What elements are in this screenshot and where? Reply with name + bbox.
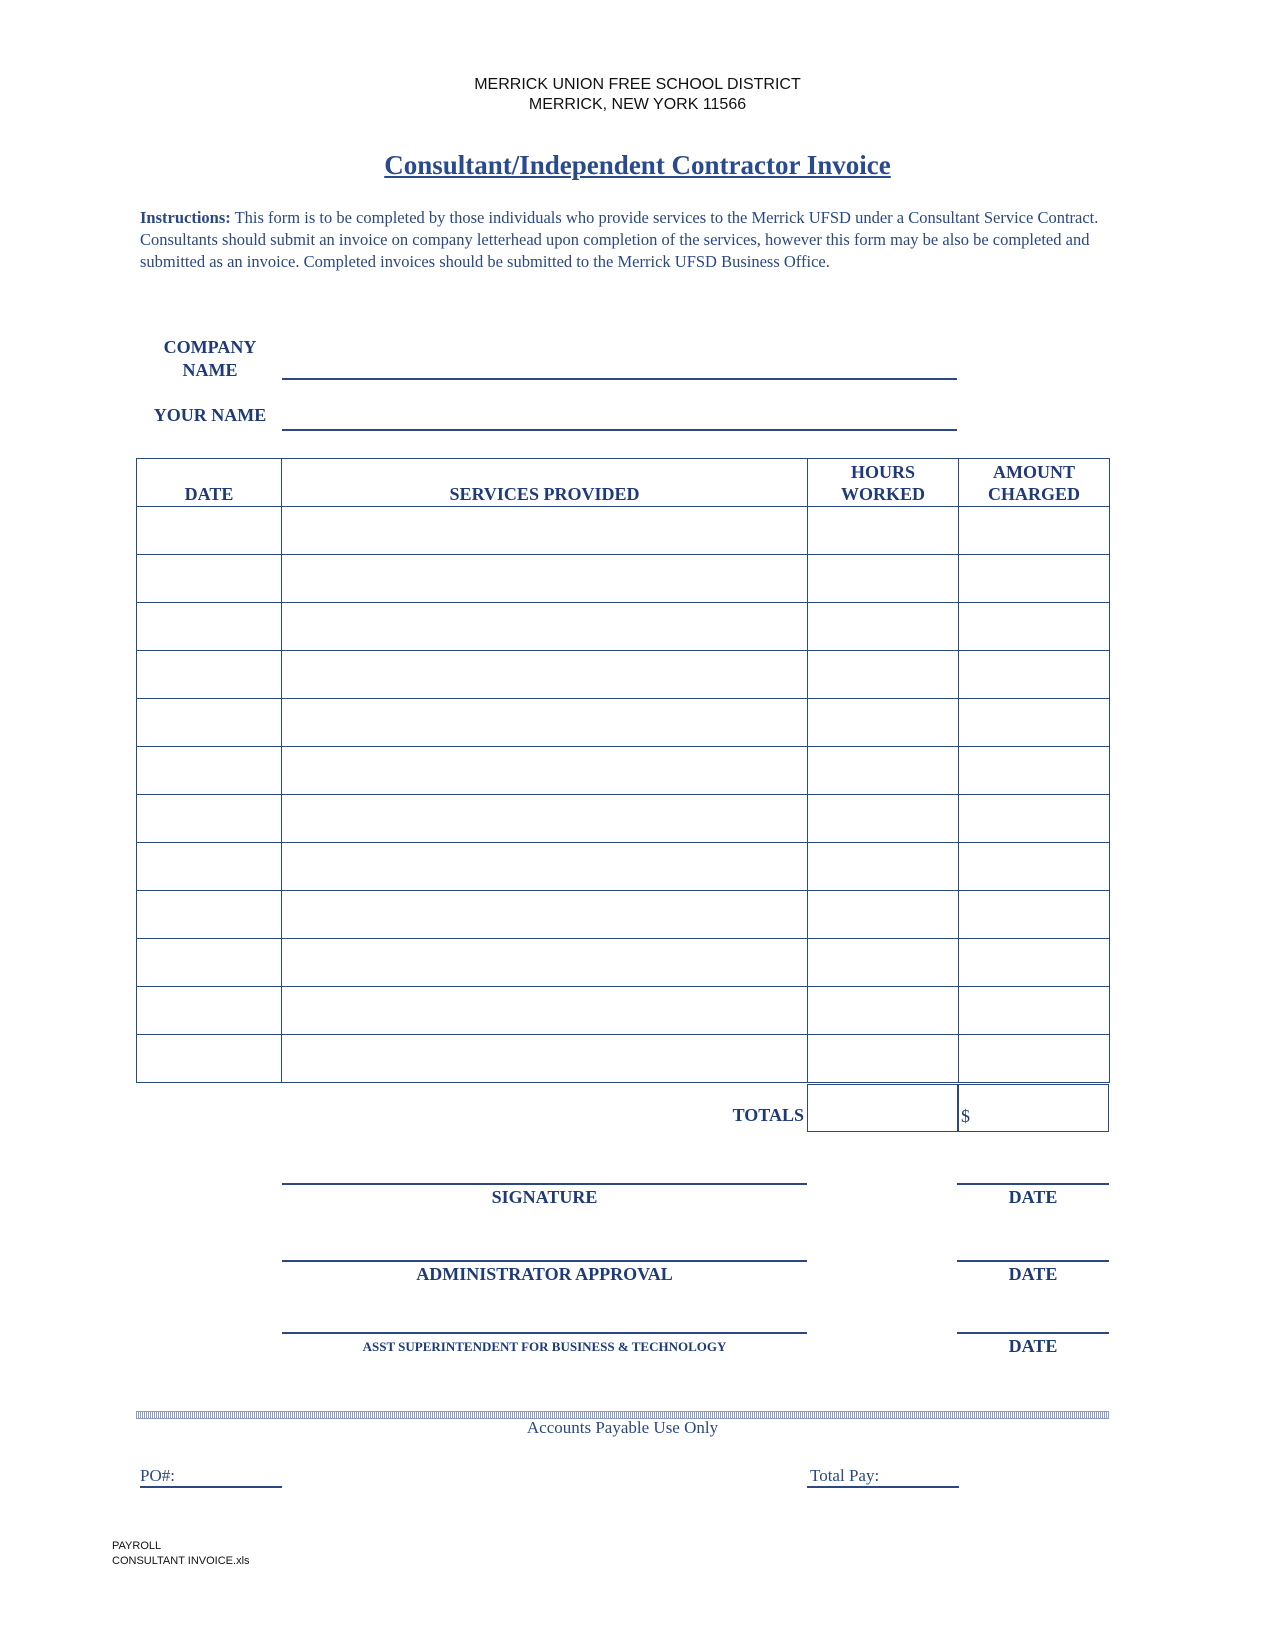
- date-cell[interactable]: [137, 843, 282, 891]
- hours-cell[interactable]: [808, 603, 959, 651]
- total-pay-field[interactable]: [807, 1486, 959, 1488]
- hours-cell[interactable]: [808, 699, 959, 747]
- table-body: [137, 507, 1110, 1083]
- table-row: [137, 699, 1110, 747]
- date-cell[interactable]: [137, 795, 282, 843]
- company-name-label-line2: NAME: [182, 360, 238, 380]
- table-row: [137, 987, 1110, 1035]
- amount-cell[interactable]: [959, 507, 1110, 555]
- company-name-label: [150, 336, 270, 382]
- amount-cell[interactable]: [959, 795, 1110, 843]
- date-cell[interactable]: [137, 603, 282, 651]
- signature-date-label: DATE: [1008, 1187, 1058, 1207]
- date-cell[interactable]: [137, 747, 282, 795]
- hours-cell[interactable]: [808, 891, 959, 939]
- signature-date-line[interactable]: [957, 1183, 1109, 1185]
- col-services-header: SERVICES PROVIDED: [282, 459, 808, 507]
- services-cell[interactable]: [282, 603, 808, 651]
- amount-cell[interactable]: [959, 603, 1110, 651]
- amount-cell[interactable]: [959, 555, 1110, 603]
- instructions: [140, 207, 1100, 273]
- table-row: [137, 507, 1110, 555]
- total-pay-label: Total Pay:: [810, 1466, 880, 1485]
- date-cell[interactable]: [137, 1035, 282, 1083]
- services-cell[interactable]: [282, 939, 808, 987]
- district-address: MERRICK, NEW YORK 11566: [528, 96, 747, 113]
- amount-cell[interactable]: [959, 891, 1110, 939]
- hours-cell[interactable]: [808, 1035, 959, 1083]
- asst-super-label: ASST SUPERINTENDENT FOR BUSINESS & TECHNOLOGY: [362, 1339, 727, 1354]
- table-header-row: [137, 459, 1110, 507]
- services-cell[interactable]: [282, 747, 808, 795]
- col-hours-line2: WORKED: [840, 484, 925, 504]
- hours-cell[interactable]: [808, 555, 959, 603]
- services-cell[interactable]: [282, 507, 808, 555]
- amount-cell[interactable]: [959, 987, 1110, 1035]
- services-cell[interactable]: [282, 795, 808, 843]
- instructions-text: This form is to be completed by those individuals who provide services to the Merrick UFSD under a Consultant Service Contract. Consultants should submit an invoice on company letterhead upon completion of the services, however this form may be also be completed and submitted as an invoice. Completed invoices should be submitted to the Merrick UFSD Business Office.: [140, 208, 1099, 271]
- table-row: [137, 843, 1110, 891]
- date-cell[interactable]: [137, 939, 282, 987]
- services-table: [136, 458, 1110, 1083]
- footer-line1: PAYROLL: [112, 1540, 162, 1552]
- table-row: [137, 1035, 1110, 1083]
- table-row: [137, 891, 1110, 939]
- services-cell[interactable]: [282, 555, 808, 603]
- totals-label: TOTALS: [732, 1105, 804, 1125]
- signature-label: SIGNATURE: [491, 1187, 598, 1207]
- hours-cell[interactable]: [808, 987, 959, 1035]
- table-row: [137, 603, 1110, 651]
- services-cell[interactable]: [282, 699, 808, 747]
- col-amount-line2: CHARGED: [987, 484, 1080, 504]
- signature-line[interactable]: [282, 1183, 807, 1185]
- admin-approval-line[interactable]: [282, 1260, 807, 1262]
- amount-cell[interactable]: [959, 939, 1110, 987]
- col-date-header: DATE: [137, 459, 282, 507]
- date-cell[interactable]: [137, 987, 282, 1035]
- hours-cell[interactable]: [808, 507, 959, 555]
- table-row: [137, 939, 1110, 987]
- total-hours-cell[interactable]: [807, 1084, 959, 1132]
- po-field[interactable]: [140, 1486, 282, 1488]
- page-title: Consultant/Independent Contractor Invoice: [384, 150, 891, 180]
- col-amount-header: [959, 459, 1110, 507]
- amount-cell[interactable]: [959, 1035, 1110, 1083]
- table-row: [137, 555, 1110, 603]
- services-cell[interactable]: [282, 651, 808, 699]
- admin-date-line[interactable]: [957, 1260, 1109, 1262]
- table-row: [137, 651, 1110, 699]
- company-name-field[interactable]: [282, 378, 957, 380]
- asst-super-line[interactable]: [282, 1332, 807, 1334]
- hours-cell[interactable]: [808, 651, 959, 699]
- hours-cell[interactable]: [808, 843, 959, 891]
- district-name: MERRICK UNION FREE SCHOOL DISTRICT: [474, 76, 801, 93]
- asst-super-date-line[interactable]: [957, 1332, 1109, 1334]
- services-cell[interactable]: [282, 987, 808, 1035]
- your-name-label: YOUR NAME: [153, 405, 267, 425]
- total-amount-cell[interactable]: [957, 1084, 1109, 1132]
- admin-approval-label: ADMINISTRATOR APPROVAL: [416, 1264, 673, 1284]
- po-label: PO#:: [140, 1466, 175, 1485]
- date-cell[interactable]: [137, 555, 282, 603]
- services-cell[interactable]: [282, 891, 808, 939]
- table-row: [137, 747, 1110, 795]
- date-cell[interactable]: [137, 507, 282, 555]
- your-name-field[interactable]: [282, 429, 957, 431]
- hours-cell[interactable]: [808, 795, 959, 843]
- date-cell[interactable]: [137, 699, 282, 747]
- amount-cell[interactable]: [959, 651, 1110, 699]
- services-cell[interactable]: [282, 1035, 808, 1083]
- asst-super-date-label: DATE: [1008, 1336, 1058, 1356]
- footer-filename: CONSULTANT INVOICE.xls: [112, 1555, 250, 1567]
- table-row: [137, 795, 1110, 843]
- hours-cell[interactable]: [808, 747, 959, 795]
- date-cell[interactable]: [137, 891, 282, 939]
- instructions-label: Instructions:: [140, 208, 231, 227]
- hours-cell[interactable]: [808, 939, 959, 987]
- accounts-payable-title: Accounts Payable Use Only: [526, 1418, 719, 1437]
- col-hours-header: [808, 459, 959, 507]
- services-cell[interactable]: [282, 843, 808, 891]
- admin-date-label: DATE: [1008, 1264, 1058, 1284]
- date-cell[interactable]: [137, 651, 282, 699]
- currency-symbol: $: [961, 1106, 970, 1126]
- col-hours-line1: HOURS: [850, 462, 915, 482]
- amount-cell[interactable]: [959, 843, 1110, 891]
- company-name-label-line1: COMPANY: [163, 337, 257, 357]
- col-amount-line1: AMOUNT: [993, 462, 1075, 482]
- amount-cell[interactable]: [959, 699, 1110, 747]
- amount-cell[interactable]: [959, 747, 1110, 795]
